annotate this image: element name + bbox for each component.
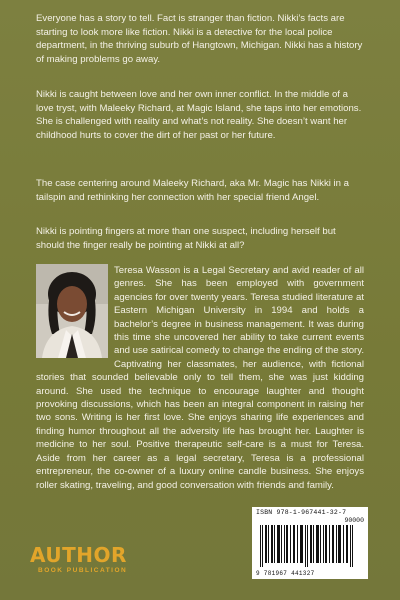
barcode-bars [258, 519, 362, 567]
isbn-label: ISBN 978-1-967441-32-7 [256, 509, 347, 516]
publisher-logo [30, 543, 150, 583]
barcode-number: 9 781967 441327 [256, 570, 315, 577]
photo-space [36, 264, 114, 361]
blurb-paragraph-4: Nikki is pointing fingers at more than one suspect, including herself but should the finger really be pointing at Nikki at all? [36, 226, 336, 251]
author-bio [36, 264, 364, 492]
author-bio-text: Teresa Wasson is a Legal Secretary and avid reader of all genres. She has been employed with government agencies for over twenty years. Teresa studied literature at Eastern Michigan University in 1994 and holds a bachelor’s degree in business management. It was during this time she uncovered her ability to take current events and use satirical comedy to change the ending of the story. Captivating her classmates, her audience, with fictional stories that sounded believable only to tell them, she was just kidding around. She used the technique to encourage laughter and thought provoking discussions, which has been an integral component in raising her two sons. Writing is her first love. She enjoys sharing life experiences and finding humor throughout all the adversity life has brought her. Laughter is medicine to her soul. Positive therapeutic self-care is a must for Teresa. Aside from her career as a legal secretary, Teresa is a professional entrepreneur, the co-owner of a luxury online candle business. She enjoys roller skating, traveling, and good conversation with friends and family. [36, 265, 364, 491]
blurb-paragraph-3: The case centering around Maleeky Richard, aka Mr. Magic has Nikki in a tailspin and rethinking her connection with her special friend Angel. [36, 178, 350, 203]
price-code: 90000 [344, 517, 364, 524]
publisher-logo-main: AUTHOR [30, 543, 127, 567]
blurb-paragraph-2: Nikki is caught between love and her own inner conflict. In the middle of a love tryst, with Maleeky Richard, at Magic Island, she taps into her emotions. She is challenged with reality and what’s not reality. She doesn’t want her childhood hurts to cover the dirt of her past or her future. [36, 89, 362, 141]
blurb-paragraph-1: Everyone has a story to tell. Fact is stranger than fiction. Nikki’s facts are starting to look more like fiction. Nikki is a detective for the local police department, in the thriving suburb of Hangtown, Michigan. Nikki has a history of making problems go away. [36, 13, 363, 65]
publisher-logo-sub: BOOK PUBLICATION [38, 567, 128, 574]
isbn-barcode [252, 507, 368, 579]
